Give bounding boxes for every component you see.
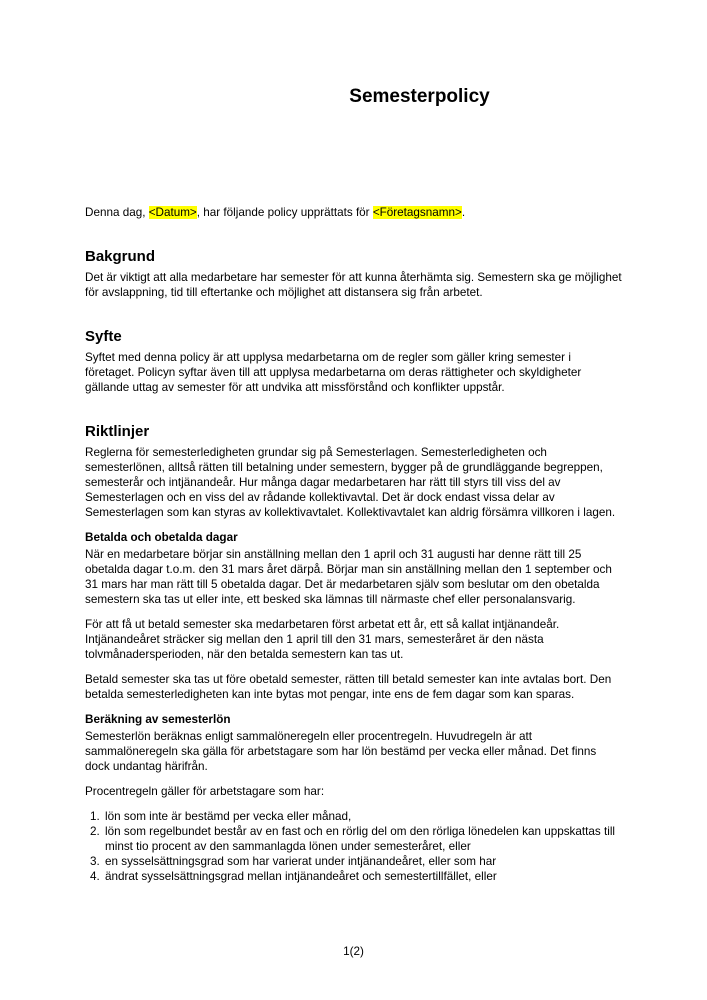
section-heading-bakgrund: Bakgrund <box>85 248 156 265</box>
page-number: 1(2) <box>343 945 364 958</box>
section-heading-riktlinjer: Riktlinjer <box>85 423 150 440</box>
intro-suffix: . <box>461 206 466 219</box>
intro-middle: , har följande policy upprättats för <box>196 206 373 219</box>
intro-line <box>85 205 622 220</box>
list-item: 1. lön som inte är bestämd per vecka eller månad, <box>103 809 622 824</box>
syfte-paragraph: Syftet med denna policy är att upplysa medarbetarna om de regler som gäller kring semester i företaget. Policyn syftar även till att upplysa medarbetarna om deras rättigheter och skyldigheter gällande uttag av semester för att undvika att missförstånd och konflikter uppstår. <box>85 351 582 394</box>
list-item: 2. lön som regelbundet består av en fast och en rörlig del om den rörliga lönedelen kan uppskattas till minst tio procent av den sammanlagda lönen under semesteråret, eller <box>103 824 622 854</box>
intro-prefix: Denna dag, <box>85 206 149 219</box>
company-placeholder-highlight: <Företagsnamn> <box>372 206 462 219</box>
section-heading-syfte: Syfte <box>85 328 122 345</box>
document-content <box>85 0 622 884</box>
riktlinjer-paragraph: Reglerna för semesterledigheten grundar sig på Semesterlagen. Semesterledigheten och semesterlönen, alltså rätten till betalning under semestern, bygger på de grundläggande begreppen, semesterår och intjänandeår. Hur många dagar medarbetaren har rätt till styrs till viss del av Semesterlagen och en viss del av rådande kollektivavtal. Det är dock endast vissa delar av Semesterlagen som kan styras av kollektivavtalet. Kollektivavtalet kan aldrig försämra villkoren i lagen. <box>85 446 616 519</box>
subheading-berakning-av-semesterlon: Beräkning av semesterlön <box>85 713 231 726</box>
betalda-paragraph-3: Betald semester ska tas ut före obetald semester, rätten till betald semester kan inte avtalas bort. Den betalda semesterledigheten kan inte bytas mot pengar, inte ens de fem dagar som kan sparas. <box>85 673 612 701</box>
list-item: 3. en sysselsättningsgrad som har varierat under intjänandeåret, eller som har <box>103 854 622 869</box>
subheading-betalda-och-obetalda-dagar: Betalda och obetalda dagar <box>85 531 238 544</box>
betalda-paragraph-1: När en medarbetare börjar sin anställning mellan den 1 april och 31 augusti har denne rätt till 25 obetalda dagar t.o.m. den 31 mars året därpå. Börjar man sin anställning mellan den 1 september och 31 mars har man rätt till 5 obetalda dagar. Det är medarbetaren själv som beslutar om den obetalda semestern ska tas ut eller inte, ett besked ska lämnas till närmaste chef eller personalansvarig. <box>85 548 612 606</box>
betalda-paragraph-2: För att få ut betald semester ska medarbetaren först arbetat ett år, ett så kallat intjänandeår. Intjänandeåret sträcker sig mellan den 1 april till den 31 mars, semesteråret är den nästa tolvmånadersperioden, när den betalda semestern kan tas ut. <box>85 618 560 661</box>
procentregeln-list <box>85 809 622 884</box>
date-placeholder-highlight: <Datum> <box>148 206 197 219</box>
bakgrund-paragraph: Det är viktigt att alla medarbetare har semester för att kunna återhämta sig. Semestern ska ge möjlighet för avslappning, tid till eftertanke och möjlighet att distansera sig från arbetet. <box>85 271 622 299</box>
berakning-paragraph-1: Semesterlön beräknas enligt sammalöneregeln eller procentregeln. Huvudregeln är att sammalöneregeln ska gälla för arbetstagare som har lön bestämd per vecka eller månad. Det finns dock undantag härifrån. <box>85 730 597 773</box>
berakning-paragraph-2: Procentregeln gäller för arbetstagare som har: <box>85 785 325 798</box>
list-item: 4. ändrat sysselsättningsgrad mellan intjänandeåret och semestertillfället, eller <box>103 869 622 884</box>
document-title: Semesterpolicy <box>349 86 490 107</box>
